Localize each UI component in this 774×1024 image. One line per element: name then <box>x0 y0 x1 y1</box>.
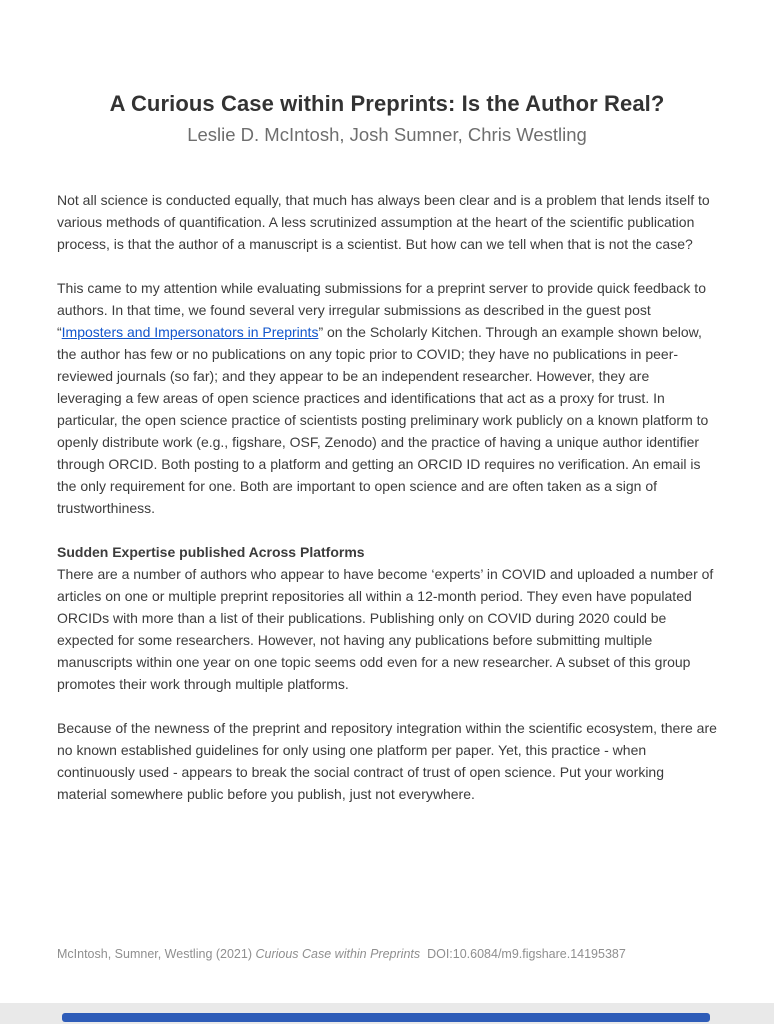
authors-line: Leslie D. McIntosh, Josh Sumner, Chris Westling <box>187 124 587 145</box>
paragraph-sudden-expertise: There are a number of authors who appear to have become ‘experts’ in COVID and uploaded a number of articles on one or multiple preprint repositories all within a 12-month period. They even have populated ORCIDs with more than a list of their publications. Publishing only on COVID during 2020 could be expected for some researchers. However, not having any publications before submitting multiple manuscripts within one year on one topic seems odd even for a new researcher. A subset of this group promotes their work through multiple platforms. <box>57 566 714 692</box>
text-after-link: ” on the Scholarly Kitchen. Through an example shown below, the author has few or no publications on any topic prior to COVID; they have no publications in peer-reviewed journals (so far); and they appear to be an independent researcher. However, they are leveraging a few areas of open science practices and identifications that act as a proxy for trust. In particular, the open science practice of scientists posting preliminary work publicly on a known platform to openly distribute work (e.g., figshare, OSF, Zenodo) and the practice of having a unique author identifier through ORCID. Both posting to a platform and getting an ORCID ID requires no verification. An email is the only requirement for one. Both are important to open science and are often taken as a sign of trustworthiness. <box>57 324 709 516</box>
page-gap <box>0 1003 774 1024</box>
text-before-link: This came to my attention while evaluating submissions for a preprint server to provide quick feedback to authors. In that time, we found several very irregular submissions as described in the guest post “ <box>57 280 706 340</box>
document-body <box>57 189 717 805</box>
page-title: A Curious Case within Preprints: Is the Author Real? <box>109 91 665 116</box>
next-page-banner <box>62 1013 710 1022</box>
citation-title: Curious Case within Preprints <box>255 947 421 961</box>
section-heading: Sudden Expertise published Across Platforms <box>57 544 365 560</box>
paragraph-intro: Not all science is conducted equally, that much has always been clear and is a problem that lends itself to various methods of quantification. A less scrutinized assumption at the heart of the scientific publication process, is that the author of a manuscript is a scientist. But how can we tell when that is not the case? <box>57 192 710 252</box>
paragraph-newness: Because of the newness of the preprint and repository integration within the scientific ecosystem, there are no known established guidelines for only using one platform per paper. Yet, this practice - when continuously used - appears to break the social contract of trust of open science. Put your working material somewhere public before you publish, just not everywhere. <box>57 720 717 802</box>
citation-authors: McIntosh, Sumner, Westling (2021) <box>57 947 256 961</box>
citation-doi: DOI:10.6084/m9.figshare.14195387 <box>420 947 626 961</box>
paragraph-attention <box>57 277 717 519</box>
footer-citation <box>57 947 626 961</box>
imposters-impersonators-link[interactable]: Imposters and Impersonators in Preprints <box>61 324 319 340</box>
